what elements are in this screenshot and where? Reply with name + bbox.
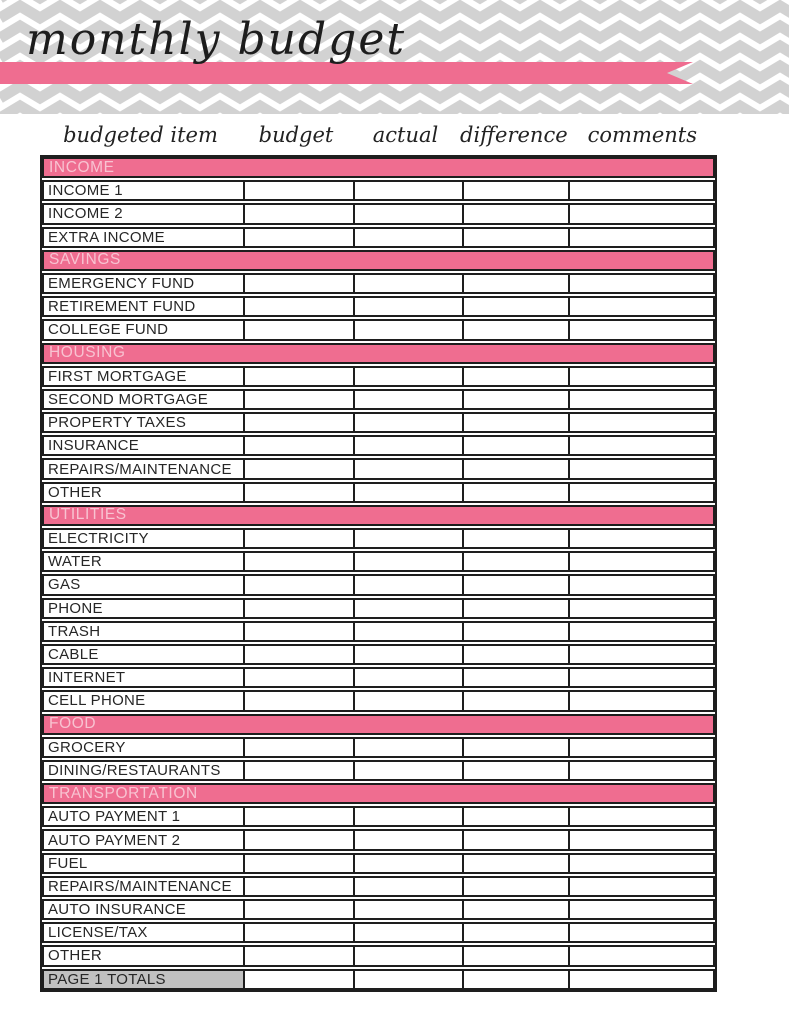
comments-cell[interactable] xyxy=(568,646,713,663)
column-header-difference: difference xyxy=(460,123,568,147)
actual-cell[interactable] xyxy=(353,901,462,918)
table-row xyxy=(42,806,715,827)
budget-cell[interactable] xyxy=(243,971,353,988)
comments-cell[interactable] xyxy=(568,460,713,477)
comments-cell[interactable] xyxy=(568,808,713,825)
budgeted-item-cell xyxy=(44,646,243,663)
difference-cell[interactable] xyxy=(462,947,568,964)
budgeted-item-cell xyxy=(44,205,243,222)
table-row xyxy=(42,180,715,201)
comments-cell[interactable] xyxy=(568,971,713,988)
actual-cell[interactable] xyxy=(353,762,462,779)
row-label: REPAIRS/MAINTENANCE xyxy=(48,877,232,895)
budgeted-item-cell xyxy=(44,692,243,709)
table-row xyxy=(42,760,715,781)
difference-cell[interactable] xyxy=(462,460,568,477)
row-label: INCOME 2 xyxy=(48,205,123,223)
budget-cell[interactable] xyxy=(243,646,353,663)
difference-cell[interactable] xyxy=(462,600,568,617)
budget-cell[interactable] xyxy=(243,924,353,941)
difference-cell[interactable] xyxy=(462,229,568,246)
row-label: PROPERTY TAXES xyxy=(48,414,187,432)
table-row xyxy=(42,853,715,874)
actual-cell[interactable] xyxy=(353,947,462,964)
actual-cell[interactable] xyxy=(353,808,462,825)
table-row xyxy=(42,528,715,549)
budgeted-item-cell xyxy=(44,669,243,686)
actual-cell[interactable] xyxy=(353,414,462,431)
difference-cell[interactable] xyxy=(462,623,568,640)
table-row xyxy=(42,203,715,224)
column-header-actual: actual xyxy=(372,123,439,147)
row-label: TRASH xyxy=(48,622,101,640)
table-row xyxy=(42,574,715,595)
budget-cell[interactable] xyxy=(243,855,353,872)
budgeted-item-cell xyxy=(44,391,243,408)
table-row xyxy=(42,598,715,619)
comments-cell[interactable] xyxy=(568,576,713,593)
section-label: INCOME xyxy=(49,159,115,176)
budgeted-item-cell xyxy=(44,762,243,779)
comments-cell[interactable] xyxy=(568,855,713,872)
section-label: FOOD xyxy=(49,715,97,733)
table-row xyxy=(42,435,715,456)
budget-cell[interactable] xyxy=(243,205,353,222)
comments-cell[interactable] xyxy=(568,437,713,454)
table-row xyxy=(42,876,715,897)
actual-cell[interactable] xyxy=(353,623,462,640)
section-header-row xyxy=(42,505,715,526)
budgeted-item-cell xyxy=(44,600,243,617)
actual-cell[interactable] xyxy=(353,924,462,941)
comments-cell[interactable] xyxy=(568,321,713,338)
actual-cell[interactable] xyxy=(353,484,462,501)
budget-cell[interactable] xyxy=(243,298,353,315)
comments-cell[interactable] xyxy=(568,205,713,222)
budget-cell[interactable] xyxy=(243,878,353,895)
budget-cell[interactable] xyxy=(243,600,353,617)
actual-cell[interactable] xyxy=(353,855,462,872)
row-label: LICENSE/TAX xyxy=(48,924,148,942)
table-row xyxy=(42,366,715,387)
row-label: DINING/RESTAURANTS xyxy=(48,761,221,779)
table-row xyxy=(42,737,715,758)
table-row xyxy=(42,319,715,340)
budgeted-item-cell xyxy=(44,947,243,964)
comments-cell[interactable] xyxy=(568,484,713,501)
difference-cell[interactable] xyxy=(462,762,568,779)
row-label: EXTRA INCOME xyxy=(48,228,165,246)
actual-cell[interactable] xyxy=(353,831,462,848)
budgeted-item-cell xyxy=(44,623,243,640)
table-row xyxy=(42,829,715,850)
row-label: AUTO PAYMENT 1 xyxy=(48,808,181,826)
comments-cell[interactable] xyxy=(568,762,713,779)
comments-cell[interactable] xyxy=(568,553,713,570)
budgeted-item-cell xyxy=(44,971,243,988)
table-row xyxy=(42,296,715,317)
actual-cell[interactable] xyxy=(353,391,462,408)
budget-cell[interactable] xyxy=(243,947,353,964)
section-label: HOUSING xyxy=(49,344,126,362)
budgeted-item-cell xyxy=(44,321,243,338)
difference-cell[interactable] xyxy=(462,298,568,315)
actual-cell[interactable] xyxy=(353,437,462,454)
actual-cell[interactable] xyxy=(353,368,462,385)
budgeted-item-cell xyxy=(44,530,243,547)
budget-cell[interactable] xyxy=(243,414,353,431)
actual-cell[interactable] xyxy=(353,739,462,756)
budgeted-item-cell xyxy=(44,275,243,292)
row-label: OTHER xyxy=(48,947,102,965)
budget-cell[interactable] xyxy=(243,762,353,779)
table-row xyxy=(42,412,715,433)
comments-cell[interactable] xyxy=(568,182,713,199)
table-row xyxy=(42,644,715,665)
actual-cell[interactable] xyxy=(353,646,462,663)
table-row xyxy=(42,621,715,642)
table-row xyxy=(42,227,715,248)
row-label: CABLE xyxy=(48,646,99,664)
column-header-budgeted-item: budgeted item xyxy=(63,123,218,147)
difference-cell[interactable] xyxy=(462,275,568,292)
difference-cell[interactable] xyxy=(462,971,568,988)
section-label: UTILITIES xyxy=(49,506,127,524)
difference-cell[interactable] xyxy=(462,924,568,941)
row-label: PHONE xyxy=(48,599,103,617)
row-label: WATER xyxy=(48,553,102,571)
comments-cell[interactable] xyxy=(568,878,713,895)
difference-cell[interactable] xyxy=(462,437,568,454)
row-label: RETIREMENT FUND xyxy=(48,298,196,316)
difference-cell[interactable] xyxy=(462,646,568,663)
table-row xyxy=(42,482,715,503)
difference-cell[interactable] xyxy=(462,855,568,872)
budgeted-item-cell xyxy=(44,576,243,593)
comments-cell[interactable] xyxy=(568,600,713,617)
difference-cell[interactable] xyxy=(462,669,568,686)
budgeted-item-cell xyxy=(44,298,243,315)
budgeted-item-cell xyxy=(44,855,243,872)
difference-cell[interactable] xyxy=(462,368,568,385)
difference-cell[interactable] xyxy=(462,739,568,756)
budgeted-item-cell xyxy=(44,414,243,431)
row-label: COLLEGE FUND xyxy=(48,321,169,339)
comments-cell[interactable] xyxy=(568,947,713,964)
row-label: AUTO PAYMENT 2 xyxy=(48,831,181,849)
row-label: FIRST MORTGAGE xyxy=(48,367,187,385)
table-row xyxy=(42,899,715,920)
difference-cell[interactable] xyxy=(462,321,568,338)
row-label: SECOND MORTGAGE xyxy=(48,390,209,408)
budgeted-item-cell xyxy=(44,460,243,477)
budgeted-item-cell xyxy=(44,808,243,825)
budget-table xyxy=(40,155,717,992)
budget-cell[interactable] xyxy=(243,623,353,640)
table-row xyxy=(42,551,715,572)
difference-cell[interactable] xyxy=(462,831,568,848)
column-header-row xyxy=(40,116,717,154)
actual-cell[interactable] xyxy=(353,669,462,686)
difference-cell[interactable] xyxy=(462,391,568,408)
section-header-row xyxy=(42,783,715,804)
row-label: EMERGENCY FUND xyxy=(48,275,195,293)
budget-cell[interactable] xyxy=(243,669,353,686)
row-label: AUTO INSURANCE xyxy=(48,901,187,919)
comments-cell[interactable] xyxy=(568,739,713,756)
budgeted-item-cell xyxy=(44,878,243,895)
row-label: INSURANCE xyxy=(48,437,140,455)
difference-cell[interactable] xyxy=(462,692,568,709)
budgeted-item-cell xyxy=(44,924,243,941)
table-row xyxy=(42,273,715,294)
actual-cell[interactable] xyxy=(353,321,462,338)
column-header-comments: comments xyxy=(587,123,698,147)
actual-cell[interactable] xyxy=(353,600,462,617)
actual-cell[interactable] xyxy=(353,298,462,315)
comments-cell[interactable] xyxy=(568,623,713,640)
actual-cell[interactable] xyxy=(353,553,462,570)
comments-cell[interactable] xyxy=(568,924,713,941)
budget-cell[interactable] xyxy=(243,182,353,199)
section-header-row xyxy=(42,714,715,735)
comments-cell[interactable] xyxy=(568,831,713,848)
table-row xyxy=(42,458,715,479)
difference-cell[interactable] xyxy=(462,808,568,825)
difference-cell[interactable] xyxy=(462,553,568,570)
table-row xyxy=(42,922,715,943)
budget-cell[interactable] xyxy=(243,275,353,292)
actual-cell[interactable] xyxy=(353,971,462,988)
budget-cell[interactable] xyxy=(243,692,353,709)
comments-cell[interactable] xyxy=(568,368,713,385)
actual-cell[interactable] xyxy=(353,878,462,895)
row-label: CELL PHONE xyxy=(48,692,146,710)
row-label: OTHER xyxy=(48,483,102,501)
actual-cell[interactable] xyxy=(353,460,462,477)
budgeted-item-cell xyxy=(44,901,243,918)
actual-cell[interactable] xyxy=(353,576,462,593)
difference-cell[interactable] xyxy=(462,530,568,547)
budgeted-item-cell xyxy=(44,182,243,199)
section-header-row xyxy=(42,343,715,364)
budget-cell[interactable] xyxy=(243,391,353,408)
budget-cell[interactable] xyxy=(243,553,353,570)
comments-cell[interactable] xyxy=(568,275,713,292)
budgeted-item-cell xyxy=(44,368,243,385)
table-row xyxy=(42,389,715,410)
budgeted-item-cell xyxy=(44,739,243,756)
budget-cell[interactable] xyxy=(243,901,353,918)
actual-cell[interactable] xyxy=(353,205,462,222)
row-label: GAS xyxy=(48,576,81,594)
difference-cell[interactable] xyxy=(462,901,568,918)
difference-cell[interactable] xyxy=(462,182,568,199)
budget-cell[interactable] xyxy=(243,739,353,756)
budgeted-item-cell xyxy=(44,484,243,501)
ribbon-banner-icon xyxy=(0,62,693,84)
difference-cell[interactable] xyxy=(462,484,568,501)
budgeted-item-cell xyxy=(44,229,243,246)
difference-cell[interactable] xyxy=(462,414,568,431)
table-row xyxy=(42,690,715,711)
table-row xyxy=(42,667,715,688)
row-label: INTERNET xyxy=(48,669,126,687)
comments-cell[interactable] xyxy=(568,692,713,709)
table-row xyxy=(42,969,715,990)
row-label: PAGE 1 TOTALS xyxy=(48,970,166,988)
difference-cell[interactable] xyxy=(462,205,568,222)
budget-cell[interactable] xyxy=(243,460,353,477)
actual-cell[interactable] xyxy=(353,530,462,547)
difference-cell[interactable] xyxy=(462,576,568,593)
section-label: SAVINGS xyxy=(49,251,121,269)
comments-cell[interactable] xyxy=(568,530,713,547)
budget-cell[interactable] xyxy=(243,484,353,501)
comments-cell[interactable] xyxy=(568,229,713,246)
actual-cell[interactable] xyxy=(353,182,462,199)
budget-cell[interactable] xyxy=(243,808,353,825)
actual-cell[interactable] xyxy=(353,229,462,246)
row-label: INCOME 1 xyxy=(48,182,123,200)
budget-cell[interactable] xyxy=(243,321,353,338)
table-row xyxy=(42,945,715,966)
row-label: FUEL xyxy=(48,854,88,872)
comments-cell[interactable] xyxy=(568,669,713,686)
actual-cell[interactable] xyxy=(353,692,462,709)
budget-cell[interactable] xyxy=(243,437,353,454)
difference-cell[interactable] xyxy=(462,878,568,895)
budgeted-item-cell xyxy=(44,553,243,570)
section-header-row xyxy=(42,157,715,178)
comments-cell[interactable] xyxy=(568,298,713,315)
budget-cell[interactable] xyxy=(243,831,353,848)
budget-cell[interactable] xyxy=(243,576,353,593)
budget-cell[interactable] xyxy=(243,530,353,547)
page-title: monthly budget xyxy=(26,14,407,65)
comments-cell[interactable] xyxy=(568,901,713,918)
row-label: REPAIRS/MAINTENANCE xyxy=(48,460,232,478)
section-label: TRANSPORTATION xyxy=(49,785,198,802)
comments-cell[interactable] xyxy=(568,391,713,408)
comments-cell[interactable] xyxy=(568,414,713,431)
budgeted-item-cell xyxy=(44,831,243,848)
actual-cell[interactable] xyxy=(353,275,462,292)
row-label: ELECTRICITY xyxy=(48,530,149,548)
budget-cell[interactable] xyxy=(243,229,353,246)
row-label: GROCERY xyxy=(48,738,126,756)
column-header-budget: budget xyxy=(258,123,334,147)
section-header-row xyxy=(42,250,715,271)
budget-cell[interactable] xyxy=(243,368,353,385)
budgeted-item-cell xyxy=(44,437,243,454)
